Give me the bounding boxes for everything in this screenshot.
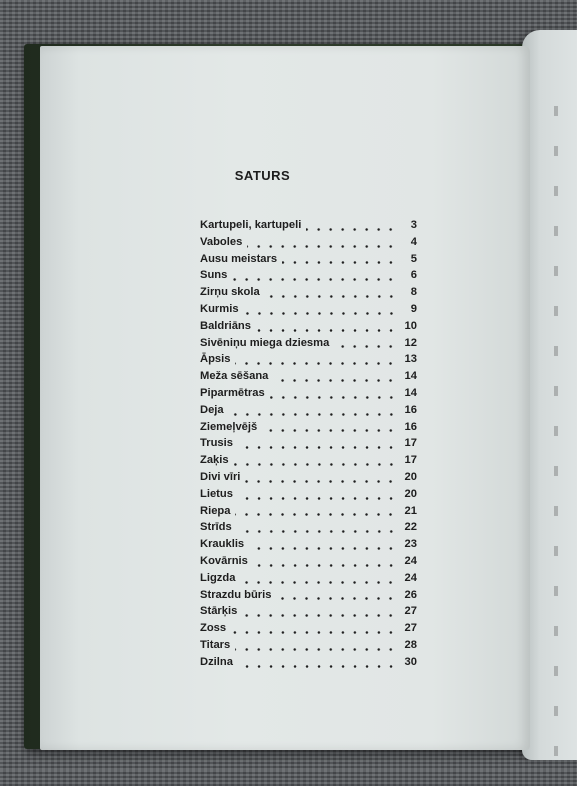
toc-entry-title: Baldriāns [200, 319, 251, 332]
toc-entry-title: Suns [200, 269, 228, 282]
toc-entry [200, 337, 417, 354]
right-page [522, 30, 577, 760]
toc-entry [200, 555, 417, 572]
toc-entry-title: Strīds [200, 521, 232, 534]
dot-leader [276, 597, 397, 600]
toc-entry [200, 505, 417, 522]
binding-stitches [554, 106, 558, 786]
dot-leader [273, 379, 397, 382]
toc-entry-title: Sivēniņu miega dziesma [200, 336, 330, 349]
toc-entry-page-number: 22 [404, 521, 417, 534]
toc-entry-title: Stārķis [200, 605, 238, 618]
toc-entry-page-number: 24 [404, 571, 417, 584]
toc-entry-page-number: 12 [404, 336, 417, 349]
toc-entry-title: Strazdu būris [200, 588, 272, 601]
dot-leader [238, 497, 397, 500]
toc-entry-title: Vaboles [200, 235, 243, 248]
toc-entry [200, 404, 417, 421]
toc-entry [200, 538, 417, 555]
toc-entry-title: Divi vīri [200, 470, 241, 483]
toc-entry-title: Kartupeli, kartupeli [200, 219, 302, 231]
toc-entry-page-number: 27 [404, 622, 417, 635]
dot-leader [242, 614, 397, 617]
toc-entry-title: Krauklis [200, 538, 245, 551]
toc-entry-title: Meža sēšana [200, 370, 269, 383]
toc-entry [200, 219, 417, 236]
toc-entry-page-number: 16 [404, 420, 417, 433]
toc-entry-title: Āpsis [200, 353, 231, 366]
toc-entry-title: Lietus [200, 487, 233, 500]
toc-entry-page-number: 26 [404, 588, 417, 601]
toc-entry-page-number: 13 [404, 353, 417, 366]
toc-entry [200, 236, 417, 253]
dot-leader [235, 648, 397, 651]
toc-entry-page-number: 17 [404, 454, 417, 467]
toc-entry-page-number: 30 [404, 655, 417, 668]
toc-entry [200, 488, 417, 505]
toc-entry [200, 269, 417, 286]
dot-leader [240, 581, 397, 584]
toc-entry-page-number: 3 [410, 219, 417, 231]
toc-entry-page-number: 9 [410, 302, 417, 315]
toc-entry-page-number: 28 [404, 638, 417, 651]
dot-leader [253, 564, 397, 567]
dot-leader [256, 329, 397, 332]
toc-entry-title: Ziemeļvējš [200, 420, 258, 433]
toc-entry-title: Deja [200, 403, 224, 416]
dot-leader [231, 631, 397, 634]
toc-entry-page-number: 17 [404, 437, 417, 450]
toc-entry-title: Zirņu skola [200, 286, 260, 299]
toc-entry-title: Piparmētras [200, 386, 265, 399]
toc-entry-page-number: 21 [404, 504, 417, 517]
toc-entry-title: Zaķis [200, 454, 229, 467]
toc-entry [200, 437, 417, 454]
dot-leader [234, 463, 397, 466]
toc-entry [200, 639, 417, 656]
dot-leader [270, 396, 397, 399]
dot-leader [238, 665, 397, 668]
dot-leader [262, 429, 397, 432]
toc-entry [200, 454, 417, 471]
dot-leader [232, 278, 397, 281]
dot-leader [244, 312, 397, 315]
toc-entry-page-number: 10 [404, 319, 417, 332]
dot-leader [235, 362, 397, 365]
toc-entry-page-number: 20 [404, 487, 417, 500]
toc-entry [200, 387, 417, 404]
toc-entry-title: Kovārnis [200, 554, 248, 567]
toc-entry-page-number: 14 [404, 370, 417, 383]
dot-leader [235, 513, 397, 516]
toc-entry-page-number: 27 [404, 605, 417, 618]
toc-entry-title: Ausu meistars [200, 252, 278, 265]
dot-leader [249, 547, 397, 550]
toc-entry-page-number: 23 [404, 538, 417, 551]
dot-leader [247, 245, 397, 248]
toc-entry-title: Riepa [200, 504, 231, 517]
toc-entry-title: Zoss [200, 622, 227, 635]
dot-leader [245, 480, 397, 483]
dot-leader [238, 446, 397, 449]
toc-entry-title: Dzilna [200, 655, 233, 668]
toc-entry-page-number: 24 [404, 554, 417, 567]
dot-leader [237, 530, 397, 533]
dot-leader [334, 345, 397, 348]
toc-entry [200, 286, 417, 303]
toc-entry-page-number: 6 [410, 269, 417, 282]
toc-entry [200, 656, 417, 673]
toc-entry-page-number: 8 [410, 286, 417, 299]
toc-entry-page-number: 4 [410, 235, 417, 248]
toc-entry-title: Kurmis [200, 302, 239, 315]
toc-entry [200, 303, 417, 320]
dot-leader [265, 295, 397, 298]
toc-entry [200, 421, 417, 438]
toc-entry-page-number: 14 [404, 386, 417, 399]
toc-entry-title: Ligzda [200, 571, 236, 584]
toc-entry-page-number: 20 [404, 470, 417, 483]
toc-entry [200, 353, 417, 370]
dot-leader [306, 228, 397, 231]
toc-entry-page-number: 16 [404, 403, 417, 416]
table-of-contents [200, 219, 417, 673]
toc-entry [200, 521, 417, 538]
toc-title: SATURS [234, 168, 291, 183]
toc-entry-title: Titars [200, 638, 231, 651]
toc-entry-title: Trusis [200, 437, 233, 450]
toc-entry [200, 622, 417, 639]
dot-leader [282, 261, 397, 264]
toc-entry [200, 320, 417, 337]
toc-entry [200, 370, 417, 387]
toc-entry [200, 589, 417, 606]
dot-leader [229, 413, 397, 416]
toc-entry [200, 605, 417, 622]
toc-entry [200, 572, 417, 589]
toc-entry [200, 253, 417, 270]
toc-entry [200, 471, 417, 488]
toc-entry-page-number: 5 [410, 252, 417, 265]
